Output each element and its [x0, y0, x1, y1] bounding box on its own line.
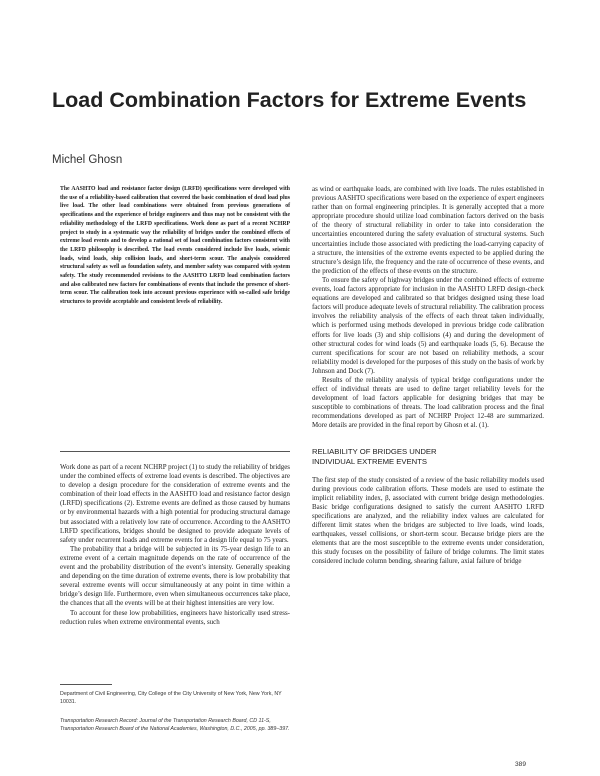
body-paragraph: The first step of the study consisted of a review of the basic reliability models used during previous code calibration efforts. These models are used to estimate the implicit reliability index, β, associated with current bridge design methodologies. Basic bridge configurations designed to satisfy the current AASHTO LRFD specifications are analyzed, and the reliability index values are calculated for different limit states when the bridges are subjected to live loads, wind loads, earthquakes, vessel collisions, or short-term scour. Because bridge piers are the elements that are the most susceptible to the extreme events under consideration, this study focuses on the possibility of failure of bridge columns. The limit states considered include column bending, shearing failure, axial failure of bridge — [312, 475, 544, 566]
article-title: Load Combination Factors for Extreme Events — [52, 88, 527, 112]
section-heading — [312, 447, 544, 467]
body-paragraph: Work done as part of a recent NCHRP project (1) to study the reliability of bridges under the combined effects of extreme load events is described. The objectives are to develop a design procedure for the consideration of extreme events and the combination of their load effects in the AASHTO load and resistance factor design (LRFD) specifications (2). Extreme events are defined as those caused by humans or by environmental hazards with a high potential for producing structural damage but associated with a relatively low rate of occurrence. According to the AASHTO LRFD specifications, bridges should be designed to provide adequate levels of safety under recurrent loads and extreme events for a design life equal to 75 years. — [60, 463, 290, 544]
right-column — [312, 185, 544, 566]
section-heading-line: INDIVIDUAL EXTREME EVENTS — [312, 456, 428, 466]
footnote-divider — [60, 684, 112, 685]
body-paragraph: To account for these low probabilities, engineers have historically used stress-reduction rules when extreme environmental events, such — [60, 608, 290, 626]
page-number: 389 — [515, 761, 527, 768]
body-paragraph: as wind or earthquake loads, are combined with live loads. The rules established in previous AASHTO specifications were based on the experience of expert engineers rather than on formal engineering principles. It is generally accepted that a more appropriate procedure should utilize load combination factors derived on the basis of the theory of structural reliability in order to take into consideration the uncertainties encountered during the safety evaluation of structural systems. Such uncertainties include those associated with predicting the load-carrying capacity of a structure, the intensities of the extreme events expected to be applied during the structure’s design life, the frequency and the rate of occurrence of these events, and the prediction of the effects of these events on the structure. — [312, 185, 544, 275]
author-name: Michel Ghosn — [52, 154, 123, 166]
section-heading-line: RELIABILITY OF BRIDGES UNDER — [312, 446, 437, 456]
left-column — [60, 463, 290, 627]
abstract-divider — [60, 451, 290, 452]
journal-citation: Transportation Research Record: Journal of the Transportation Research Board, CD 11-S, Transportation Research Board of the National Academies, Washington, D.C., 2005, pp. 389–397. — [60, 718, 290, 733]
author-affiliation: Department of Civil Engineering, City College of the City University of New York, New York, NY 10031. — [60, 691, 282, 706]
abstract: The AASHTO load and resistance factor design (LRFD) specifications were developed with the use of a reliability-based calibration that covered the basic combination of dead load plus live load. The other load combinations were obtained from previous generations of specifications and the experience of bridge engineers and thus may not be consistent with the reliability methodology of the LRFD specifications. Work done as part of a recent NCHRP project to study in a systematic way the reliability of bridges under the combined effects of extreme load events and to develop a rational set of load combination factors consistent with the LRFD philosophy is described. The load events considered include live loads, seismic loads, wind loads, ship collision loads, and short-term scour. The analysis considered structural safety as well as foundation safety, and member safety was compared with system safety. The study recommended revisions to the AASHTO LRFD load combination factors and also calibrated new factors for combinations of events that include the presence of short-term scour. The calibration took into account previous experience with so-called safe bridge structures to provide acceptable and consistent levels of reliability. — [60, 186, 290, 306]
body-paragraph: The probability that a bridge will be subjected in its 75-year design life to an extreme event of a certain magnitude depends on the rate of occurrence of the event and the probability distribution of the event’s intensity. Generally speaking and depending on the time duration of extreme events, there is low probability that several extreme events will occur simultaneously at any point in time within a bridge’s design life. Furthermore, even when simultaneous occurrences take place, the chances that all the events will be at their highest intensities are very low. — [60, 544, 290, 608]
body-paragraph: Results of the reliability analysis of typical bridge configurations under the effect of individual threats are used to define target reliability levels for the development of load factors applicable for designing bridges that may be susceptible to combinations of threats. The load calibration process and the final recommendations developed as part of NCHRP Project 12-48 are summarized. More details are provided in the final report by Ghosn et al. (1). — [312, 375, 544, 430]
body-paragraph: To ensure the safety of highway bridges under the combined effects of extreme events, load factors appropriate for inclusion in the AASHTO LRFD design-check equations are developed and calibrated so that bridges designed using these load factors will produce adequate levels of structural reliability. The calibration process involves the reliability analysis of the effects of each threat taken individually, which is performed using methods developed in previous bridge code calibration efforts for live loads (3) and ship collisions (4) and during the development of other structural codes for wind loads (5) and earthquake loads (5, 6). Because the current specifications for scour are not based on reliability methods, a scour reliability model is developed for the purposes of this study on the basis of work by Johnson and Dock (7). — [312, 275, 544, 375]
